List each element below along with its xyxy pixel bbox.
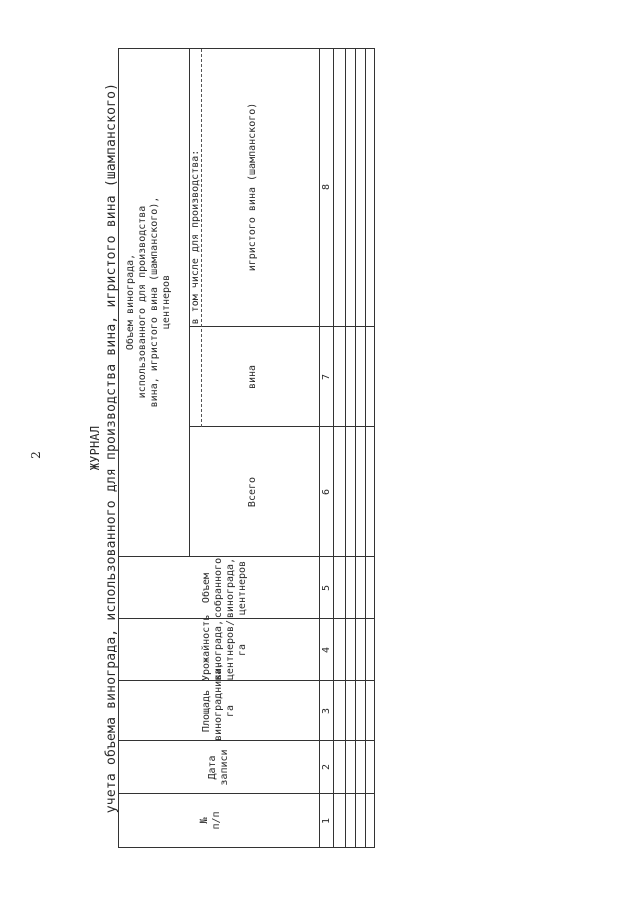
page-title: ЖУРНАЛ — [88, 425, 102, 471]
page-subtitle: учета объема винограда, использованного для производства вина, игристого вина (шампанского) — [104, 82, 119, 814]
column-number: 1 — [321, 817, 332, 825]
journal-table — [118, 48, 375, 848]
table-row — [355, 49, 356, 847]
column-divider — [189, 426, 374, 427]
table-row — [365, 49, 366, 847]
column-divider — [189, 326, 374, 327]
column-number: 5 — [321, 584, 332, 592]
header-bottom-line — [319, 49, 320, 847]
table-row — [345, 49, 346, 847]
table-row — [333, 49, 334, 847]
column-number: 8 — [321, 183, 332, 191]
column-number: 6 — [321, 488, 332, 496]
header-number: № п/п — [199, 811, 222, 830]
page-number: 2 — [28, 451, 43, 459]
column-divider — [119, 740, 374, 741]
subgroup-header: в том числе для производства: — [190, 149, 201, 325]
header-wine: вина — [247, 364, 258, 390]
journal-form — [80, 48, 380, 848]
header-sparkling-wine: игристого вина (шампанского) — [247, 102, 258, 272]
header-area: Площадь виноградника, га — [201, 662, 236, 741]
header-total: Всего — [247, 476, 258, 508]
column-divider — [119, 793, 374, 794]
group-header: Объем винограда, использованного для производства вина, игристого вина (шампанского), центнеров — [125, 196, 172, 408]
header-yield: Урожайность винограда, центнеров/га — [201, 614, 248, 681]
column-number: 2 — [321, 763, 332, 771]
header-harvest-volume: Объем собранного винограда, центнеров — [201, 557, 248, 619]
header-date: Дата записи — [207, 749, 230, 786]
column-number: 7 — [321, 373, 332, 381]
column-number: 4 — [321, 646, 332, 654]
column-number: 3 — [321, 707, 332, 715]
